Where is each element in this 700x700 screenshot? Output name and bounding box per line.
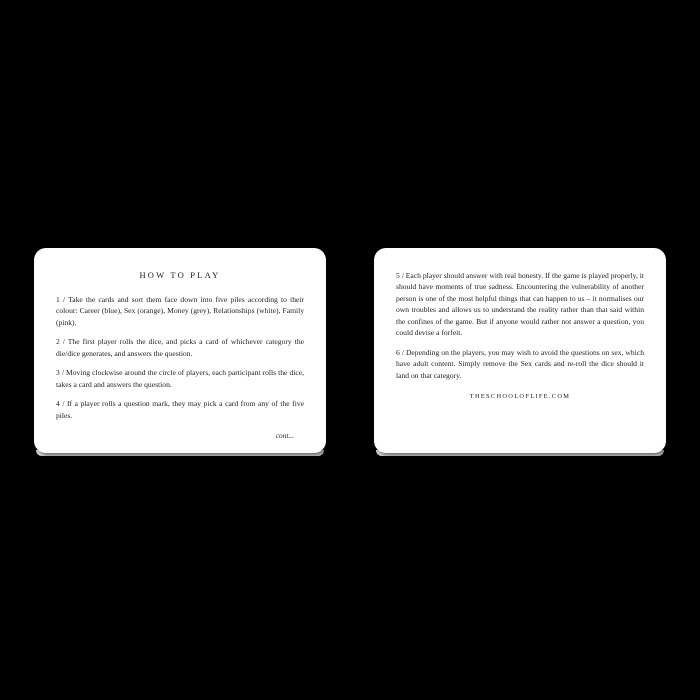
how-to-play-card-front bbox=[34, 248, 326, 453]
footer-website-url: THESCHOOLOFLIFE.COM bbox=[469, 393, 571, 401]
continuation-note: cont... bbox=[275, 431, 294, 441]
instruction-paragraph-5: 5 / Each player should answer with real honesty. If the game is played properly, it should have moments of true sadness. Encountering the vulnerability of another person is one of the most helpful things that can happen to us – it normalises our own troubles and allows us to understand the reality rather than that said within the confines of the game. But if anyone would rather not answer a question, you could devise a forfeit. bbox=[396, 270, 644, 338]
page-title: HOW TO PLAY bbox=[139, 269, 221, 280]
instruction-paragraph-6: 6 / Depending on the players, you may wish to avoid the questions on sex, which have adult content. Simply remove the Sex cards and re-roll the dice should it land on that category. bbox=[396, 347, 644, 380]
instruction-paragraph-3: 3 / Moving clockwise around the circle of players, each participant rolls the dice, takes a card and answers the question. bbox=[56, 368, 304, 389]
instruction-paragraph-1: 1 / Take the cards and sort them face down into five piles according to their colour: Career (blue), Sex (orange), Money (grey), Relationships (white), Family (pink). bbox=[56, 294, 304, 327]
instruction-paragraph-4: 4 / If a player rolls a question mark, they may pick a card from any of the five piles. bbox=[56, 399, 304, 420]
instruction-paragraph-2: 2 / The first player rolls the dice, and picks a card of whichever category the die/dice generates, and answers the question. bbox=[56, 337, 304, 358]
how-to-play-card-back bbox=[374, 248, 666, 453]
